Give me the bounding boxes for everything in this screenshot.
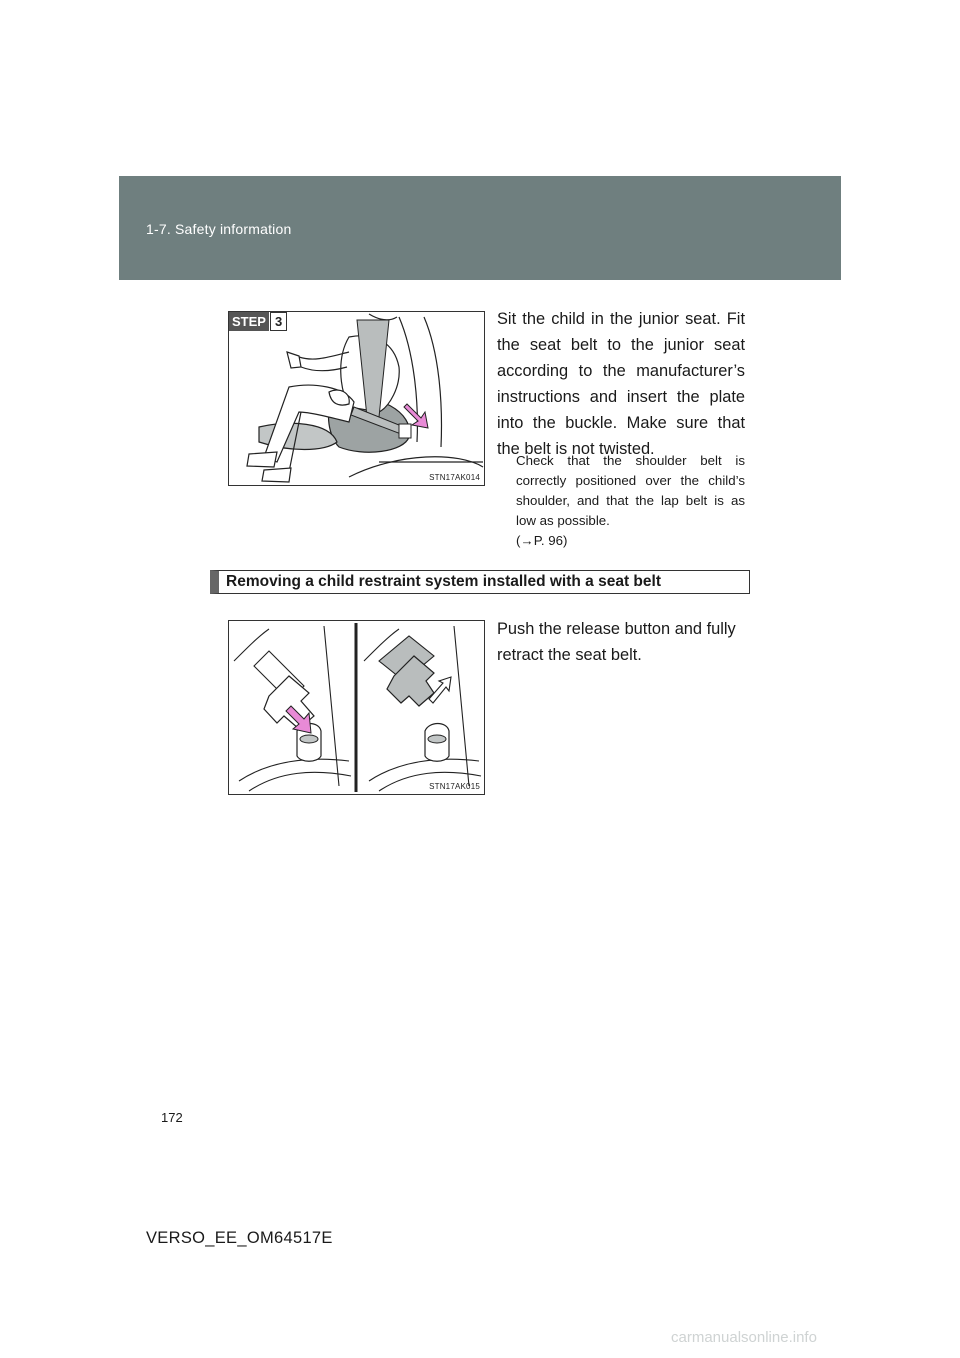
step3-instructions: Sit the child in the junior seat. Fit the seat belt to the junior seat according to the manufacturer’s instructions and insert the plate into the buckle. Make sure that the belt is not twisted. xyxy=(497,310,745,458)
figure-code: STN17AK014 xyxy=(429,473,480,482)
step-number: 3 xyxy=(270,312,287,331)
watermark: carmanualsonline.info xyxy=(671,1329,817,1346)
section-heading: Removing a child restraint system installed with a seat belt xyxy=(210,570,750,594)
page-number: 172 xyxy=(161,1110,183,1125)
removal-instructions: Push the release button and fully retract the seat belt. xyxy=(497,620,736,664)
figure-code: STN17AK015 xyxy=(429,782,480,791)
page-reference-link[interactable]: (→P. 96) xyxy=(516,533,568,548)
step3-illustration xyxy=(228,311,485,486)
step-word: STEP xyxy=(229,312,269,331)
document-code: VERSO_EE_OM64517E xyxy=(146,1229,333,1247)
section-title: 1-7. Safety information xyxy=(146,221,292,237)
step3-note-text: Check that the shoulder belt is correctly positioned over the child’s shoulder, and that the lap belt is as low as possible. xyxy=(516,453,745,528)
seat-belt-release-drawing xyxy=(229,621,484,794)
removal-illustration xyxy=(228,620,485,795)
child-in-junior-seat-drawing xyxy=(229,312,484,485)
step-badge xyxy=(229,312,287,331)
step3-note xyxy=(516,451,745,551)
